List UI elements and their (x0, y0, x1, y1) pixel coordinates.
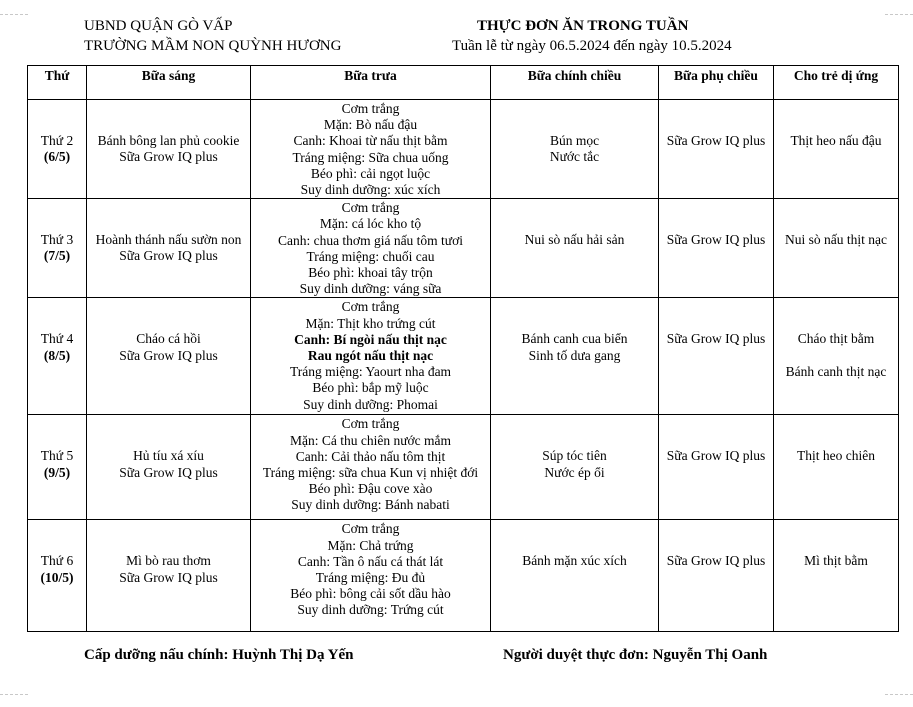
table-row (28, 520, 899, 632)
breakfast-item: Bánh bông lan phủ cookie (97, 133, 240, 148)
lunch-item: Cơm trắng (341, 299, 400, 315)
lunch-item: Cơm trắng (341, 200, 400, 216)
breakfast-item: Hoành thánh nấu sườn non (95, 232, 242, 248)
page-title: THỰC ĐƠN ĂN TRONG TUẦN (477, 18, 689, 34)
lunch-item: Cơm trắng (341, 416, 400, 432)
breakfast-item: Cháo cá hồi (136, 331, 201, 347)
lunch-item: Mặn: Thịt kho trứng cút (305, 315, 436, 331)
dinner-item: Nước ép ổi (544, 464, 605, 480)
lunch-item: Cơm trắng (341, 521, 400, 537)
lunch-item: Béo phì: cải ngọt luộc (310, 165, 431, 181)
dinner-item: Súp tóc tiên (542, 448, 607, 464)
dinner-item: Nước tắc (549, 149, 600, 165)
guide-segment (0, 14, 28, 15)
lunch-cell (251, 199, 491, 298)
guide-segment (885, 14, 913, 15)
dinner-item: Nui sò nấu hải sản (524, 232, 625, 248)
snack-cell (659, 298, 774, 415)
day-label: Thứ 4 (40, 331, 74, 347)
day-date: (7/5) (43, 248, 71, 264)
guide-segment (0, 694, 28, 695)
dinner-item: Sinh tố dưa gang (528, 347, 621, 363)
column-header-snack: Bữa phụ chiều (659, 66, 774, 100)
day-label: Thứ 3 (40, 232, 74, 248)
dinner-item: Bún mọc (549, 133, 600, 148)
column-header-lunch: Bữa trưa (251, 66, 491, 100)
day-cell (28, 520, 87, 632)
lunch-item: Rau ngót nấu thịt nạc (307, 348, 434, 364)
breakfast-item: Mì bò rau thơm (126, 553, 211, 569)
allergy-cell (774, 199, 899, 298)
day-cell (28, 298, 87, 415)
dinner-cell (491, 100, 659, 199)
lunch-item: Mặn: cá lóc kho tộ (319, 216, 422, 232)
breakfast-cell (87, 298, 251, 415)
allergy-item: Thịt heo chiên (797, 448, 875, 464)
snack-item: Sữa Grow IQ plus (666, 553, 766, 569)
lunch-item: Suy dinh dưỡng: xúc xích (300, 182, 441, 198)
lunch-item: Canh: Cải thảo nấu tôm thịt (295, 448, 446, 464)
snack-cell (659, 199, 774, 298)
allergy-item: Mì thịt bằm (804, 553, 868, 569)
breakfast-cell (87, 100, 251, 199)
table-row (28, 298, 899, 415)
breakfast-item: Sữa Grow IQ plus (119, 248, 218, 264)
column-header-dinner: Bữa chính chiều (491, 66, 659, 100)
lunch-cell (251, 415, 491, 520)
column-header-day: Thứ (28, 66, 87, 100)
lunch-item: Tráng miệng: Sữa chua uống (292, 149, 449, 165)
lunch-item: Suy dinh dưỡng: váng sữa (299, 281, 442, 297)
lunch-item: Canh: Bí ngòi nấu thịt nạc (294, 331, 447, 347)
lunch-item: Canh: Khoai từ nấu thịt bằm (293, 133, 448, 149)
day-date: (6/5) (43, 149, 71, 165)
dinner-cell (491, 415, 659, 520)
dinner-cell (491, 520, 659, 632)
snack-cell (659, 415, 774, 520)
allergy-cell (774, 520, 899, 632)
org-name: UBND QUẬN GÒ VẤP (84, 18, 233, 34)
day-label: Thứ 2 (40, 133, 74, 148)
lunch-item: Canh: Tần ô nấu cá thát lát (297, 553, 444, 569)
allergy-cell (774, 100, 899, 199)
lunch-item: Suy dinh dưỡng: Bánh nabati (291, 497, 450, 513)
weekly-menu-table (27, 65, 899, 632)
dinner-cell (491, 298, 659, 415)
allergy-item: Bánh canh thịt nạc (785, 363, 887, 379)
breakfast-cell (87, 520, 251, 632)
dinner-cell (491, 199, 659, 298)
week-range: Tuần lễ từ ngày 06.5.2024 đến ngày 10.5.2024 (452, 38, 732, 54)
snack-cell (659, 520, 774, 632)
snack-item: Sữa Grow IQ plus (666, 232, 766, 248)
snack-item: Sữa Grow IQ plus (666, 331, 766, 347)
lunch-item: Béo phì: khoai tây trộn (308, 265, 433, 281)
table-row (28, 199, 899, 298)
chef-signature-line: Cấp dưỡng nấu chính: Huỳnh Thị Dạ Yến (84, 647, 354, 663)
lunch-item: Béo phì: Đậu cove xào (308, 481, 433, 497)
day-label: Thứ 5 (40, 448, 74, 464)
breakfast-item: Sữa Grow IQ plus (119, 464, 218, 480)
lunch-item: Suy dinh dưỡng: Trứng cút (297, 602, 444, 618)
breakfast-item: Sữa Grow IQ plus (119, 149, 218, 165)
table-row (28, 100, 899, 199)
school-name: TRƯỜNG MẦM NON QUỲNH HƯƠNG (84, 38, 342, 54)
lunch-item: Tráng miệng: Yaourt nha đam (289, 364, 452, 380)
dinner-item: Bánh canh cua biển (521, 331, 628, 347)
day-date: (10/5) (40, 569, 74, 585)
lunch-item: Mặn: Chả trứng (327, 537, 414, 553)
column-header-allergy: Cho trẻ dị ứng (774, 66, 899, 100)
column-header-breakfast: Bữa sáng (87, 66, 251, 100)
lunch-cell (251, 298, 491, 415)
day-label: Thứ 6 (40, 553, 74, 569)
lunch-item: Suy dinh dưỡng: Phomai (303, 396, 438, 412)
breakfast-cell (87, 415, 251, 520)
lunch-cell (251, 100, 491, 199)
day-cell (28, 415, 87, 520)
lunch-item: Tráng miệng: sữa chua Kun vị nhiệt đới (262, 465, 479, 481)
allergy-item: Thịt heo nấu đậu (790, 133, 882, 148)
day-cell (28, 199, 87, 298)
lunch-item: Mặn: Cá thu chiên nước mắm (289, 432, 452, 448)
lunch-item: Béo phì: bắp mỹ luộc (312, 380, 429, 396)
lunch-item: Mặn: Bò nấu đậu (323, 117, 418, 133)
allergy-cell (774, 415, 899, 520)
snack-item: Sữa Grow IQ plus (666, 448, 766, 464)
allergy-item: Nui sò nấu thịt nạc (785, 232, 887, 248)
lunch-item: Cơm trắng (341, 101, 400, 116)
day-date: (8/5) (43, 347, 71, 363)
breakfast-cell (87, 199, 251, 298)
approver-signature-line: Người duyệt thực đơn: Nguyễn Thị Oanh (503, 647, 768, 663)
breakfast-item: Sữa Grow IQ plus (119, 569, 218, 585)
table-row (28, 415, 899, 520)
day-cell (28, 100, 87, 199)
snack-cell (659, 100, 774, 199)
lunch-item: Béo phì: bông cải sốt dầu hào (290, 586, 451, 602)
snack-item: Sữa Grow IQ plus (666, 133, 766, 148)
guide-segment (885, 694, 913, 695)
breakfast-item: Hủ tíu xá xíu (133, 448, 204, 464)
line-gap (774, 348, 898, 364)
day-date: (9/5) (43, 464, 71, 480)
table-header-row (28, 66, 899, 100)
allergy-cell (774, 298, 899, 415)
breakfast-item: Sữa Grow IQ plus (119, 347, 218, 363)
dinner-item: Bánh mặn xúc xích (522, 553, 627, 569)
lunch-item: Canh: chua thơm giá nấu tôm tươi (277, 232, 464, 248)
lunch-cell (251, 520, 491, 632)
lunch-item: Tráng miệng: chuối cau (306, 248, 435, 264)
allergy-item: Cháo thịt bằm (797, 331, 875, 347)
lunch-item: Tráng miệng: Đu đủ (315, 570, 426, 586)
